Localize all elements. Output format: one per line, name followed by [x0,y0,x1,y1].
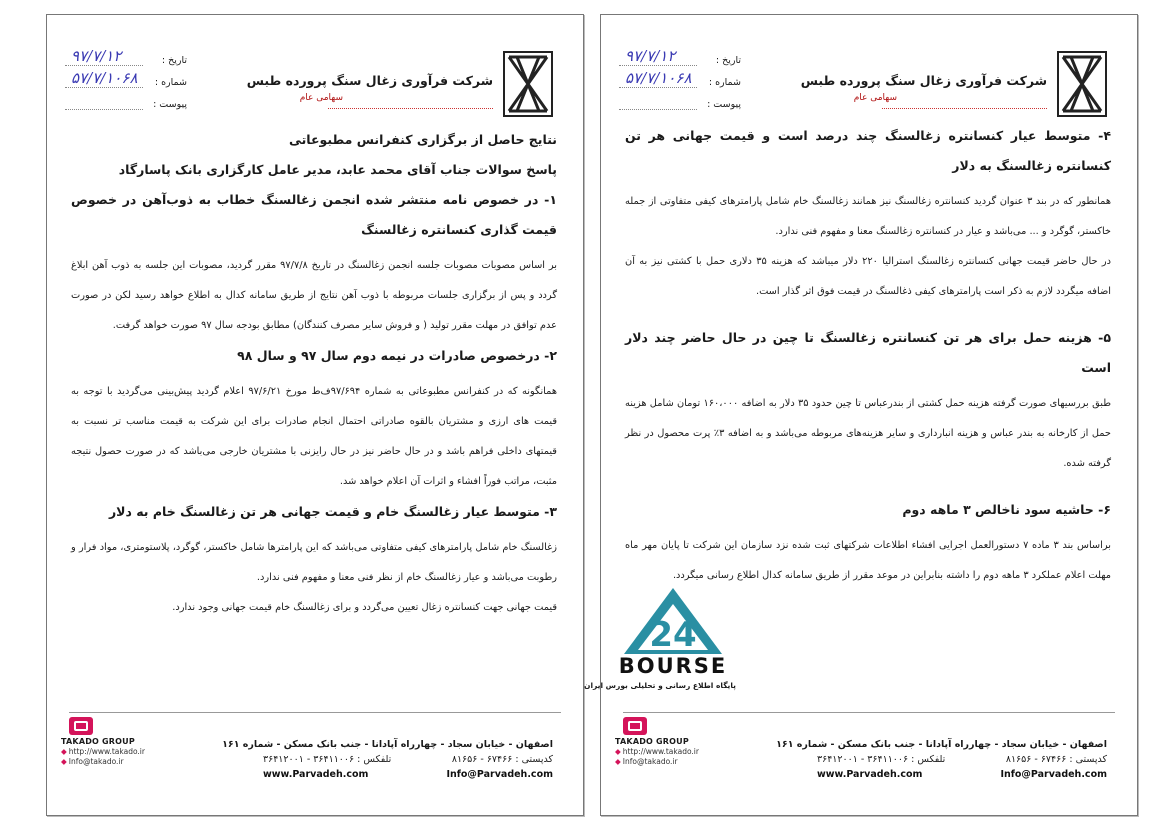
section-heading: ۴- متوسط عیار کنسانتره زغالسنگ چند درصد است و قیمت جهانی هر تن کنسانتره زغالسنگ به دلار [625,128,1111,173]
number-value: ۵۷/۷/۱۰۶۸ [71,69,138,87]
letter-meta [65,49,215,115]
bourse-logo-icon [610,584,736,658]
body-paragraph: زغالسنگ خام شامل پارامترهای کیفی متفاوتی می‌باشد که این پارامترها شامل خاکستر، گوگرد، پلاستومتری، مواد فرار و رطوبت می‌باشد و عیار زغالسنگ خام از نظر فنی معنا و مفهوم فنی ندارد. [71,542,557,583]
address-line: اصفهان - خیابان سجاد - چهارراه آپادانا - جنب بانک مسکن - شماره ۱۶۱ [222,739,553,750]
phone-fax: تلفکس : ۳۶۴۱۱۰۰۶ - ۳۶۴۱۲۰۰۱ [263,754,392,765]
takado-email: Info@takado.ir [68,757,124,766]
diamond-icon: ◆ [61,757,67,766]
company-type: سهامی عام [853,93,897,103]
body-paragraph: قیمت جهانی جهت کنسانتره زغال تعیین می‌گردد و برای زغالسنگ خام قیمت جهانی وجود ندارد. [172,602,557,613]
body-paragraph: بر اساس مصوبات مصوبات جلسه انجمن زغالسنگ در تاریخ ۹۷/۷/۸ مقرر گردید، مصوبات این جلسه به ذوب آهن ابلاغ گردد و پس از برگزاری جلسات مربوطه با ذوب آهن نتایج از طریق سامانه کدال به اطلاع خواهد رسید لکن در صورت عدم توافق در مهلت مقرر تولید ( و فروش سایر مصرف کنندگان) مطابق بودجه سال ۹۷ صورت خواهد گرفت. [71,260,557,331]
svg-text:24: 24 [649,615,697,655]
document-page-left [46,14,584,816]
company-type: سهامی عام [299,93,343,103]
phone-fax: تلفکس : ۳۶۴۱۱۰۰۶ - ۳۶۴۱۲۰۰۱ [817,754,946,765]
section-heading: ۲- درخصوص صادرات در نیمه دوم سال ۹۷ و سال ۹۸ [237,348,557,363]
letter-body [71,125,557,623]
letterhead-divider [882,108,1047,109]
section-heading: ۶- حاشیه سود ناخالص ۳ ماهه دوم [902,502,1111,517]
section-heading: ۱- در خصوص نامه منتشر شده انجمن زغالسنگ خطاب به ذوب‌آهن در خصوص قیمت گذاری کنسانتره زغالسنگ [71,192,557,237]
takado-website: http://www.takado.ir [68,747,145,756]
body-paragraph: براساس بند ۳ ماده ۷ دستورالعمل اجرایی افشاء اطلاعات شرکتهای ثبت شده نزد سازمان این شرکت تا پایان مهر ماه مهلت اعلام عملکرد ۳ ماهه دوم را داشته بنابراین در موعد مقرر از طریق سامانه کدال اطلاع رسانی میگردد. [625,540,1111,581]
diamond-icon: ◆ [615,747,621,756]
number-label: شماره : [708,77,741,88]
company-address [776,737,1107,782]
section-heading: ۵- هزینه حمل برای هر تن کنسانتره زغالسنگ تا چین در حال حاضر چند دلار است [625,330,1111,375]
attachment-label: پیوست : [707,99,741,110]
spacer [625,479,1111,495]
takado-logo [623,717,647,735]
bourse24-watermark [584,584,736,696]
takado-website: http://www.takado.ir [622,747,699,756]
number-label: شماره : [154,77,187,88]
company-name: شرکت فرآوری زغال سنگ پرورده طبس [246,73,493,88]
date-value: ۹۷/۷/۱۲ [625,47,676,65]
email-url: www.Parvadeh.com [817,769,923,780]
body-paragraph: در حال حاضر قیمت جهانی کنسانتره زغالسنگ استرالیا ۲۲۰ دلار میباشد که هزینه ۳۵ دلاری حمل با کشتی نیز به آن اضافه میگردد لازم به ذکر است پارامترهای کیفی ذغالسنگ در قیمت فوق اثر گذار است. [625,256,1111,297]
takado-logo [69,717,93,735]
body-paragraph: همانگونه که در کنفرانس مطبوعاتی به شماره ۹۷/۶۹۴ف‌ط مورخ ۹۷/۶/۲۱ اعلام گردید پیش‌بینی می‌گردید با توجه به قیمت های ارزی و مشتریان بالقوه صادراتی احتمال انجام صادرات برای این شرکت به قیمت مناسب تر نسبت به قیمتهای داخلی فراهم باشد و در حال حاضر نیز در حال رایزنی با مشتریان خارجی می‌باشد که در صورت حصول نتیجه مثبت، مراتب فوراً افشاء و اثرات آن اعلام خواهد شد. [71,386,558,487]
postal-code: کدپستی : ۶۷۴۶۶ - ۸۱۶۵۶ [451,754,553,765]
body-paragraph: طبق بررسیهای صورت گرفته هزینه حمل کشتی از بندرعباس تا چین حدود ۳۵ دلار به اضافه ۱۶۰،۰۰۰ تومان شامل هزینه حمل از کارخانه به بندر عباس و هزینه انبارداری و سایر هزینه‌های مربوطه می‌باشد و به اضافه ۳٪ پرت محصول در نظر گرفته شده. [625,398,1111,469]
takado-name: TAKADO GROUP [615,737,689,746]
watermark-subtitle: پایگاه اطلاع رسانی و تحلیلی بورس ایران [584,681,736,690]
company-logo [1057,51,1107,117]
number-value: ۵۷/۷/۱۰۶۸ [625,69,692,87]
company-name: شرکت فرآوری زغال سنگ پرورده طبس [800,73,1047,88]
letterhead-divider [328,108,493,109]
attachment-label: پیوست : [153,99,187,110]
diamond-icon: ◆ [61,747,67,756]
date-label: تاریخ : [715,55,741,66]
company-address [222,737,553,782]
watermark-brand: BOURSE [618,654,728,678]
footer-divider [623,712,1115,713]
takado-block [615,717,725,766]
date-value: ۹۷/۷/۱۲ [71,47,122,65]
email-url: www.Parvadeh.com [263,769,369,780]
body-paragraph: همانطور که در بند ۳ عنوان گردید کنسانتره زغالسنگ نیز همانند زغالسنگ خام شامل پارامترهای کیفی متفاوتی از جمله خاکستر، گوگرد و ... می‌باشد و عیار در کنسانتره زغالسنگ معنا و مفهوم فنی ندارد. [625,196,1111,237]
site-url: Info@Parvadeh.com [1000,769,1107,780]
diamond-icon: ◆ [615,757,621,766]
footer-divider [69,712,561,713]
takado-email: Info@takado.ir [622,757,678,766]
letter-body [625,121,1111,591]
section-heading: ۳- متوسط عیار زغالسنگ خام و قیمت جهانی هر تن زغالسنگ خام به دلار [108,504,557,519]
postal-code: کدپستی : ۶۷۴۶۶ - ۸۱۶۵۶ [1005,754,1107,765]
site-url: Info@Parvadeh.com [446,769,553,780]
takado-block [61,717,171,766]
section-heading: نتایج حاصل از برگزاری کنفرانس مطبوعاتی [288,132,557,147]
address-line: اصفهان - خیابان سجاد - چهارراه آپادانا - جنب بانک مسکن - شماره ۱۶۱ [776,739,1107,750]
takado-name: TAKADO GROUP [61,737,135,746]
letter-meta [619,49,769,115]
section-heading: پاسخ سوالات جناب آقای محمد عابد، مدیر عامل کارگزاری بانک پاسارگاد [118,162,557,177]
spacer [625,307,1111,323]
date-label: تاریخ : [161,55,187,66]
company-logo [503,51,553,117]
